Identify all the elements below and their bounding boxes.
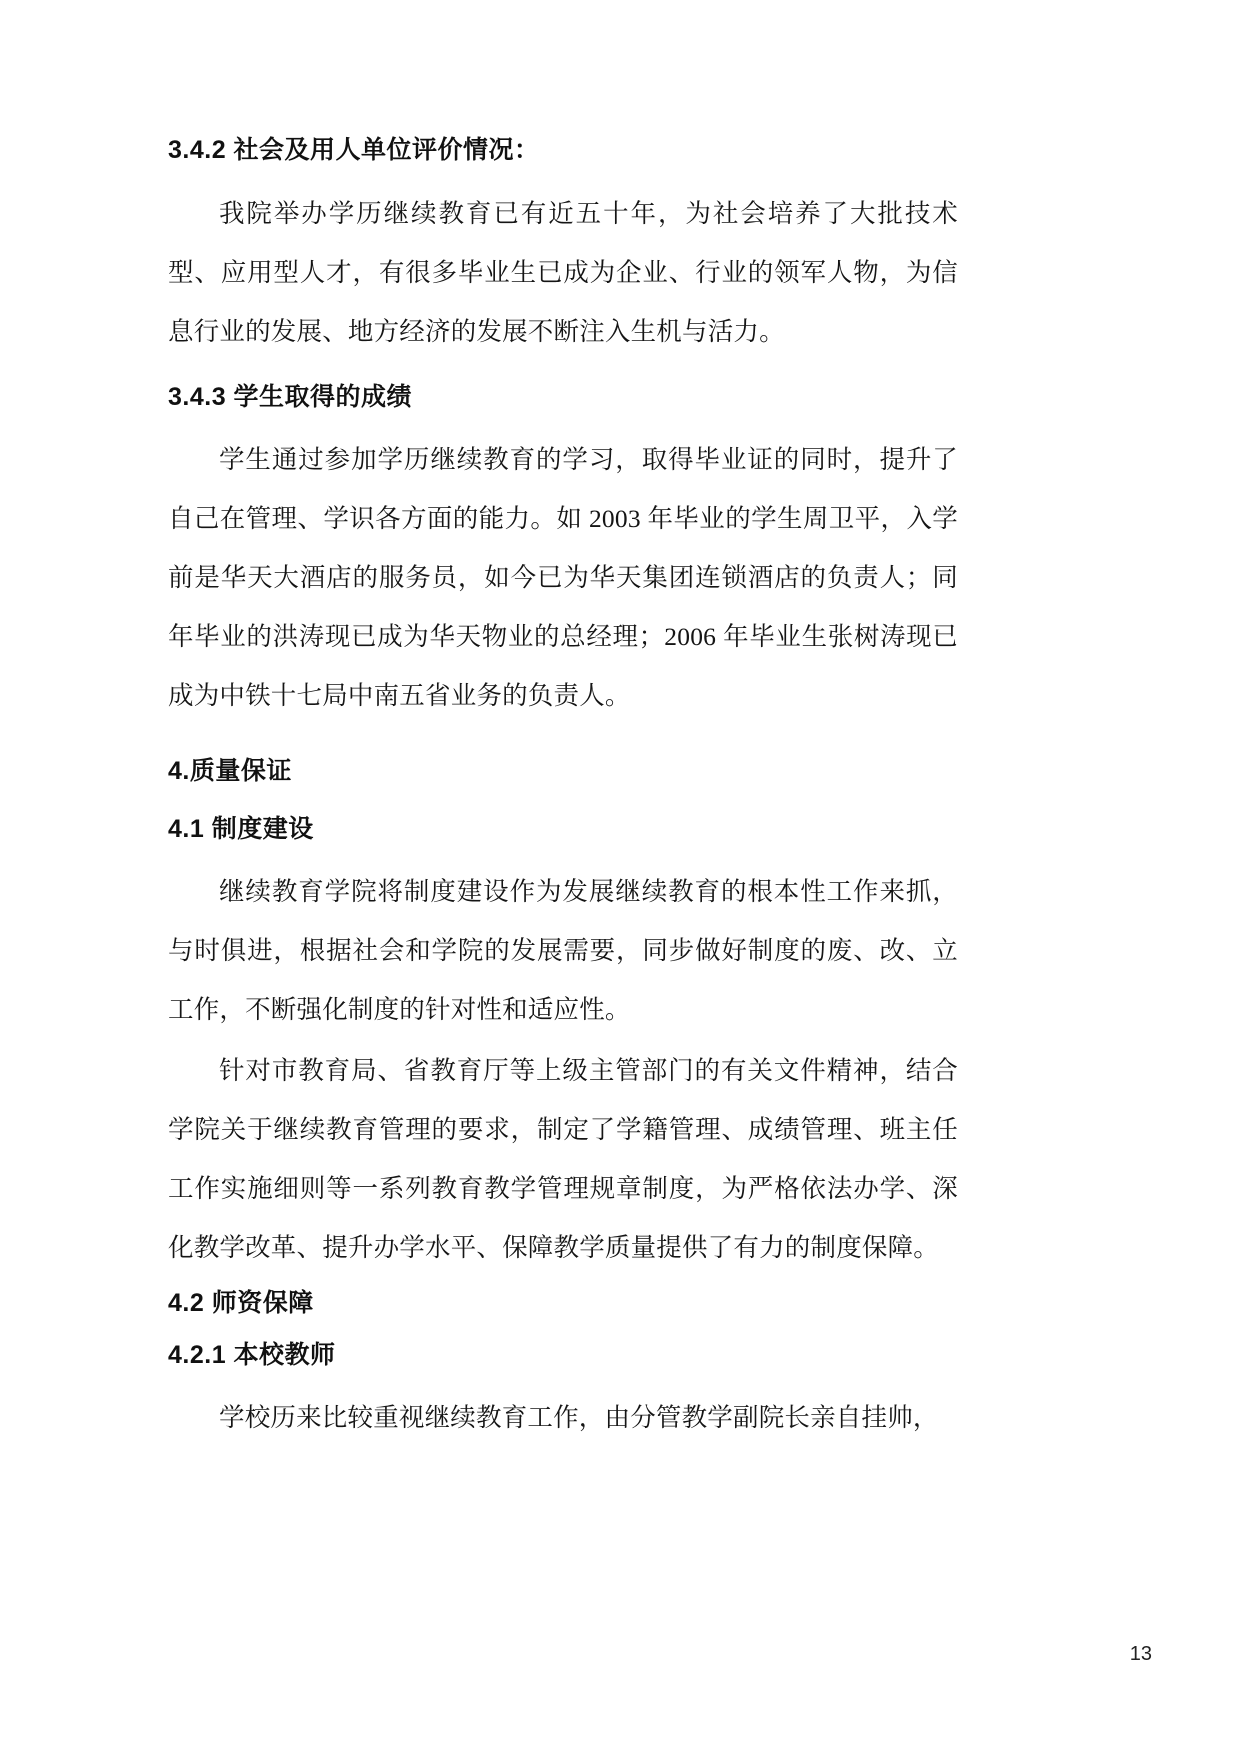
spacer: [168, 363, 958, 379]
paragraph-system-construction: 继续教育学院将制度建设作为发展继续教育的根本性工作来抓，与时俱进，根据社会和学院的发展需要，同步做好制度的废、改、立工作，不断强化制度的针对性和适应性。: [168, 877, 958, 1024]
paragraph-student-achievements: 学生通过参加学历继续教育的学习，取得毕业证的同时，提升了自己在管理、学识各方面的能力。如 2003 年毕业的学生周卫平，入学前是华天大酒店的服务员，如今已为华天集团连锁酒店的负责人；同年毕业的洪涛现已成为华天物业的总经理；2006 年毕业生张树涛现已成为中铁十七局中南五省业务的负责人。: [168, 445, 958, 710]
paragraph-school-teachers: 学校历来比较重视继续教育工作，由分管教学副院长亲自挂帅，: [219, 1403, 939, 1432]
paragraph-regulations: 针对市教育局、省教育厅等上级主管部门的有关文件精神，结合学院关于继续教育管理的要求，制定了学籍管理、成绩管理、班主任工作实施细则等一系列教育教学管理规章制度，为严格依法办学、深化教学改革、提升办学水平、保障教学质量提供了有力的制度保障。: [168, 1056, 958, 1262]
section-heading-4: 4.质量保证: [168, 757, 292, 785]
section-heading-3-4-2: 3.4.2 社会及用人单位评价情况：: [168, 136, 540, 164]
document-body: [168, 132, 958, 1449]
spacer: [168, 727, 958, 753]
paragraph-social-evaluation: 我院举办学历继续教育已有近五十年，为社会培养了大批技术型、应用型人才，有很多毕业生已成为企业、行业的领军人物，为信息行业的发展、地方经济的发展不断注入生机与活力。: [168, 198, 958, 346]
section-heading-4-2-1: 4.2.1 本校教师: [168, 1340, 336, 1369]
section-heading-4-2: 4.2 师资保障: [168, 1289, 314, 1317]
section-heading-4-1: 4.1 制度建设: [168, 814, 314, 843]
section-heading-3-4-3: 3.4.3 学生取得的成绩: [168, 382, 413, 411]
page-number: 13: [1129, 1643, 1152, 1665]
